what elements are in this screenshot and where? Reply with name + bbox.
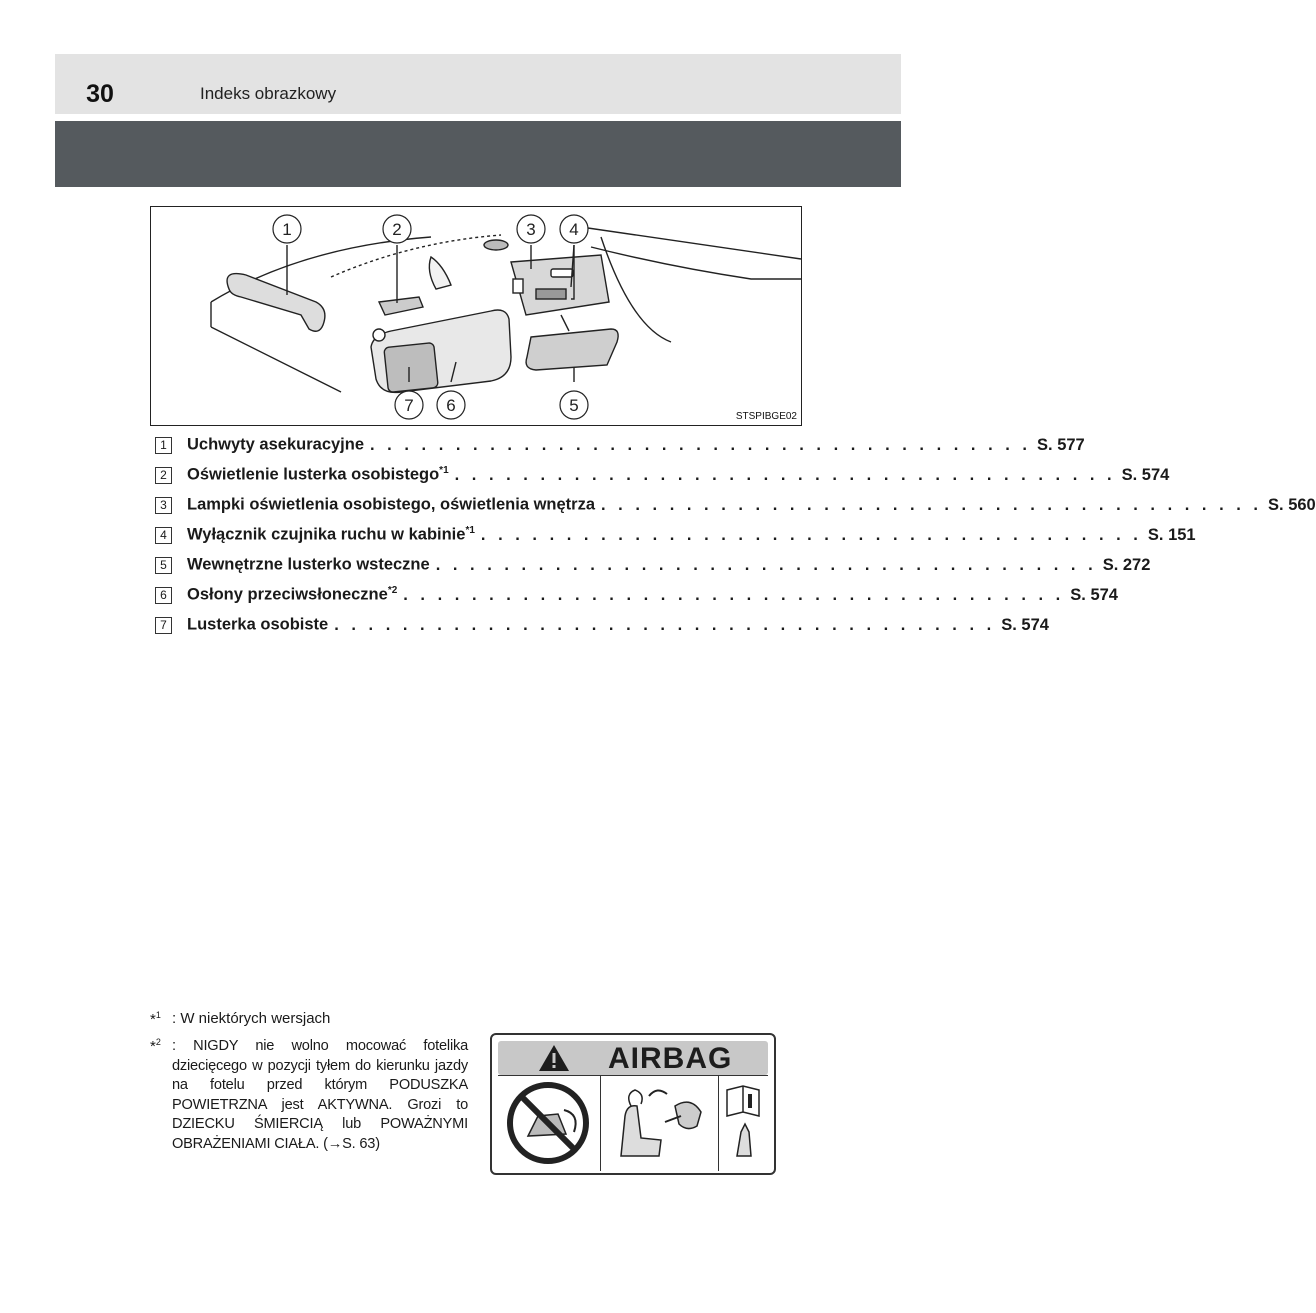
legend-label: Wewnętrzne lusterko wsteczne — [187, 555, 430, 574]
callout-2 — [383, 215, 411, 243]
footnote-mark: *$^1$ — [150, 1010, 161, 1028]
read-manual-icon — [718, 1076, 768, 1171]
legend-list — [155, 430, 1316, 640]
airbag-pictograms — [498, 1075, 768, 1171]
legend-item — [155, 610, 1049, 640]
legend-item — [155, 550, 1151, 580]
leader-dots: . . . . . . . . . . . . . . . . . . . . . . . . . . . . . . . . . . . . . . . — [370, 435, 1032, 454]
page-reference[interactable]: S. 151 — [1147, 525, 1196, 544]
legend-number: 3 — [155, 497, 172, 514]
footnote-1 — [150, 1010, 468, 1028]
svg-text:7: 7 — [404, 396, 414, 415]
callout-5 — [560, 391, 588, 419]
legend-number: 6 — [155, 587, 172, 604]
figure-code: STSPIBGE02 — [735, 411, 797, 422]
callout-4 — [560, 215, 588, 243]
footnotes — [150, 1010, 468, 1154]
legend-item — [155, 520, 1196, 550]
page-reference[interactable]: S. 574 — [1070, 585, 1118, 604]
leader-dots: . . . . . . . . . . . . . . . . . . . . . . . . . . . . . . . . . . . . . . . — [334, 615, 996, 634]
callout-3 — [517, 215, 545, 243]
legend-label: Oświetlenie lusterka osobistego$^{*1}$ — [187, 465, 449, 484]
airbag-warning-label — [490, 1033, 776, 1175]
section-title: Indeks obrazkowy — [200, 84, 337, 103]
leader-dots: . . . . . . . . . . . . . . . . . . . . . . . . . . . . . . . . . . . . . . . — [480, 525, 1142, 544]
legend-label: Osłony przeciwsłoneczne$^{*2}$ — [187, 585, 398, 604]
leader-dots: . . . . . . . . . . . . . . . . . . . . . . . . . . . . . . . . . . . . . . . — [435, 555, 1097, 574]
page-reference[interactable]: S. 574 — [1121, 465, 1170, 484]
section-banner — [55, 121, 901, 187]
footnote-text: : W niektórych wersjach — [172, 1010, 331, 1027]
warning-triangle-icon — [534, 1041, 574, 1075]
legend-number: 5 — [155, 557, 172, 574]
svg-text:2: 2 — [392, 220, 402, 239]
callout-7 — [395, 391, 423, 419]
svg-text:6: 6 — [446, 396, 456, 415]
legend-item — [155, 460, 1170, 490]
legend-label: Lusterka osobiste — [187, 615, 329, 634]
leader-dots: . . . . . . . . . . . . . . . . . . . . . . . . . . . . . . . . . . . . . . . — [454, 465, 1116, 484]
airbag-word: AIRBAG — [608, 1042, 733, 1075]
legend-label: Lampki oświetlenia osobistego, oświetlenia wnętrza — [187, 495, 596, 514]
callout-6 — [437, 391, 465, 419]
svg-text:3: 3 — [526, 220, 536, 239]
legend-label: Wyłącznik czujnika ruchu w kabinie$^{*1}$ — [187, 525, 475, 544]
airbag-deployment-icon — [600, 1076, 718, 1171]
roof-console-drawing — [151, 207, 801, 425]
page-reference[interactable]: S. 577 — [1037, 435, 1085, 454]
legend-item — [155, 430, 1085, 460]
header-band — [55, 54, 901, 114]
no-rear-facing-seat-icon — [498, 1076, 600, 1171]
interior-roof-illustration — [150, 206, 802, 426]
page-reference[interactable]: S. 272 — [1102, 555, 1151, 574]
page-reference[interactable]: S. 560 — [1268, 495, 1316, 514]
callout-1 — [273, 215, 301, 243]
leader-dots: . . . . . . . . . . . . . . . . . . . . . . . . . . . . . . . . . . . . . . . — [403, 585, 1065, 604]
svg-text:4: 4 — [569, 220, 579, 239]
leader-dots: . . . . . . . . . . . . . . . . . . . . . . . . . . . . . . . . . . . . . . . — [601, 495, 1263, 514]
airbag-label-header — [498, 1041, 768, 1075]
legend-label: Uchwyty asekuracyjne — [187, 435, 365, 454]
page-reference[interactable]: S. 574 — [1001, 615, 1049, 634]
svg-text:5: 5 — [569, 396, 579, 415]
legend-number: 7 — [155, 617, 172, 634]
page-number: 30 — [86, 80, 114, 108]
legend-number: 4 — [155, 527, 172, 544]
svg-text:1: 1 — [282, 220, 292, 239]
legend-item — [155, 580, 1118, 610]
footnote-text[interactable]: : NIGDY nie wolno mocować fotelika dziecięcego w pozycji tyłem do kierunku jazdy na fotelu przed którym PODUSZKA POWIETRZNA jest AKTYWNA. Grozi to DZIECKU ŚMIERCIĄ lub POWAŻNYMI OBRAŻENIAMI CIAŁA. (→S. 63) — [172, 1038, 468, 1152]
legend-item — [155, 490, 1316, 520]
footnote-2 — [150, 1037, 468, 1154]
legend-number: 2 — [155, 467, 172, 484]
legend-number: 1 — [155, 437, 172, 454]
footnote-mark: *$^2$ — [150, 1037, 161, 1055]
